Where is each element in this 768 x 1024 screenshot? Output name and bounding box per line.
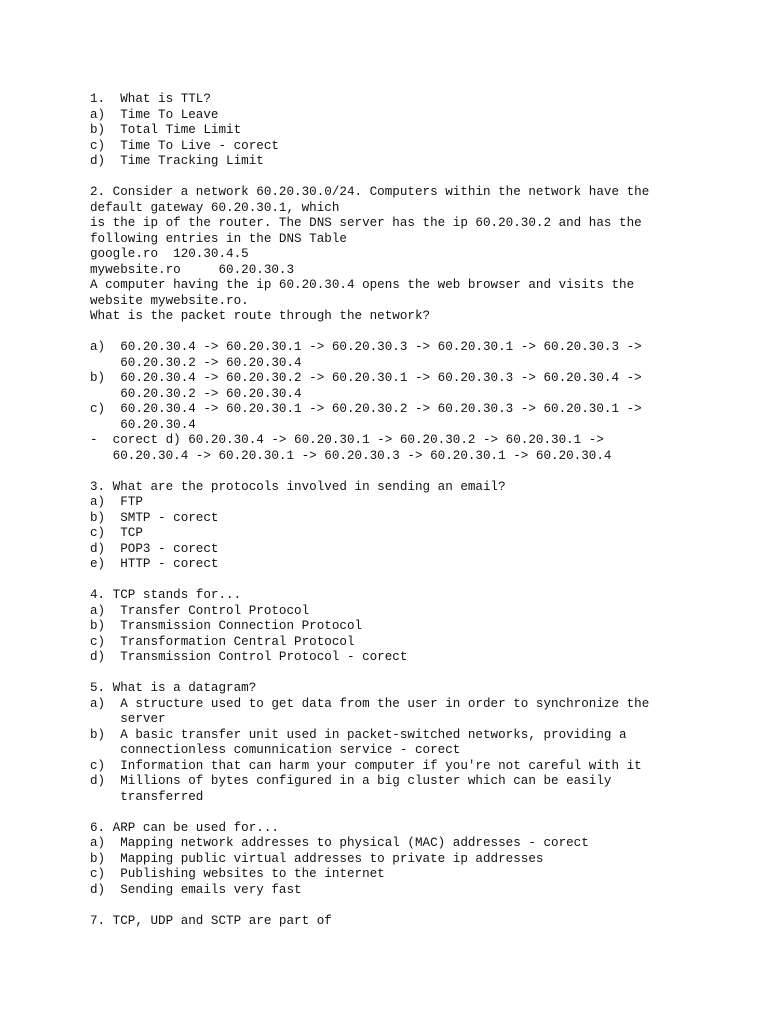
- text-line: c) TCP: [90, 526, 143, 540]
- text-line: default gateway 60.20.30.1, which: [90, 200, 340, 215]
- text-line: What is the packet route through the network?: [90, 309, 431, 323]
- text-line: 60.20.30.4: [90, 417, 196, 432]
- text-line: e) HTTP - corect: [90, 557, 219, 571]
- blank-line: [90, 666, 730, 682]
- text-line: 7. TCP, UDP and SCTP are part of: [90, 913, 332, 928]
- text-line: a) Transfer Control Protocol: [90, 603, 310, 618]
- text-line: server: [90, 712, 166, 726]
- text-line: website mywebsite.ro.: [90, 293, 249, 308]
- text-line: c) Time To Live - corect: [90, 138, 279, 153]
- text-line: - corect d) 60.20.30.4 -> 60.20.30.1 -> 60.20.30.2 -> 60.20.30.1 ->: [90, 433, 604, 447]
- blank-line: [90, 898, 730, 914]
- text-line: connectionless comunnication service - corect: [90, 743, 461, 757]
- text-line: 4. TCP stands for...: [90, 588, 242, 602]
- text-line: a) 60.20.30.4 -> 60.20.30.1 -> 60.20.30.3 -> 60.20.30.1 -> 60.20.30.3 ->: [90, 340, 642, 354]
- text-line: d) POP3 - corect: [90, 541, 219, 556]
- blank-line: [90, 464, 730, 480]
- text-line: c) 60.20.30.4 -> 60.20.30.1 -> 60.20.30.2 -> 60.20.30.3 -> 60.20.30.1 ->: [90, 402, 642, 416]
- text-line: d) Transmission Control Protocol - corect: [90, 650, 408, 664]
- text-line: a) A structure used to get data from the user in order to synchronize the: [90, 696, 650, 711]
- text-line: b) Transmission Connection Protocol: [90, 619, 363, 633]
- text-line: b) Total Time Limit: [90, 123, 242, 137]
- text-line: 60.20.30.4 -> 60.20.30.1 -> 60.20.30.3 -> 60.20.30.1 -> 60.20.30.4: [90, 448, 612, 463]
- text-line: d) Time Tracking Limit: [90, 154, 264, 168]
- text-line: is the ip of the router. The DNS server has the ip 60.20.30.2 and has the: [90, 216, 642, 230]
- text-line: google.ro 120.30.4.5: [90, 247, 249, 261]
- text-line: 3. What are the protocols involved in sending an email?: [90, 479, 506, 494]
- text-line: b) A basic transfer unit used in packet-switched networks, providing a: [90, 727, 627, 742]
- text-line: b) Mapping public virtual addresses to private ip addresses: [90, 851, 544, 866]
- blank-line: [90, 805, 730, 821]
- text-line: A computer having the ip 60.20.30.4 opens the web browser and visits the: [90, 278, 635, 292]
- text-line: b) 60.20.30.4 -> 60.20.30.2 -> 60.20.30.1 -> 60.20.30.3 -> 60.20.30.4 ->: [90, 371, 642, 385]
- text-line: following entries in the DNS Table: [90, 231, 347, 246]
- text-line: transferred: [90, 789, 204, 804]
- text-line: c) Transformation Central Protocol: [90, 634, 355, 649]
- text-line: c) Publishing websites to the internet: [90, 867, 385, 881]
- text-line: 6. ARP can be used for...: [90, 820, 279, 835]
- text-line: a) FTP: [90, 495, 143, 509]
- text-line: d) Millions of bytes configured in a big cluster which can be easily: [90, 774, 612, 788]
- text-line: c) Information that can harm your computer if you're not careful with it: [90, 758, 642, 773]
- text-line: a) Mapping network addresses to physical (MAC) addresses - corect: [90, 836, 589, 850]
- text-line: 2. Consider a network 60.20.30.0/24. Computers within the network have the: [90, 185, 650, 199]
- text-line: 60.20.30.2 -> 60.20.30.4: [90, 386, 302, 401]
- blank-line: [90, 325, 730, 341]
- text-line: mywebsite.ro 60.20.30.3: [90, 262, 295, 277]
- document-text: [90, 92, 730, 929]
- blank-line: [90, 170, 730, 186]
- text-line: d) Sending emails very fast: [90, 882, 302, 897]
- text-line: b) SMTP - corect: [90, 510, 219, 525]
- text-line: a) Time To Leave: [90, 107, 219, 122]
- text-line: 60.20.30.2 -> 60.20.30.4: [90, 355, 302, 370]
- blank-line: [90, 573, 730, 589]
- text-line: 5. What is a datagram?: [90, 681, 257, 695]
- text-line: 1. What is TTL?: [90, 92, 211, 106]
